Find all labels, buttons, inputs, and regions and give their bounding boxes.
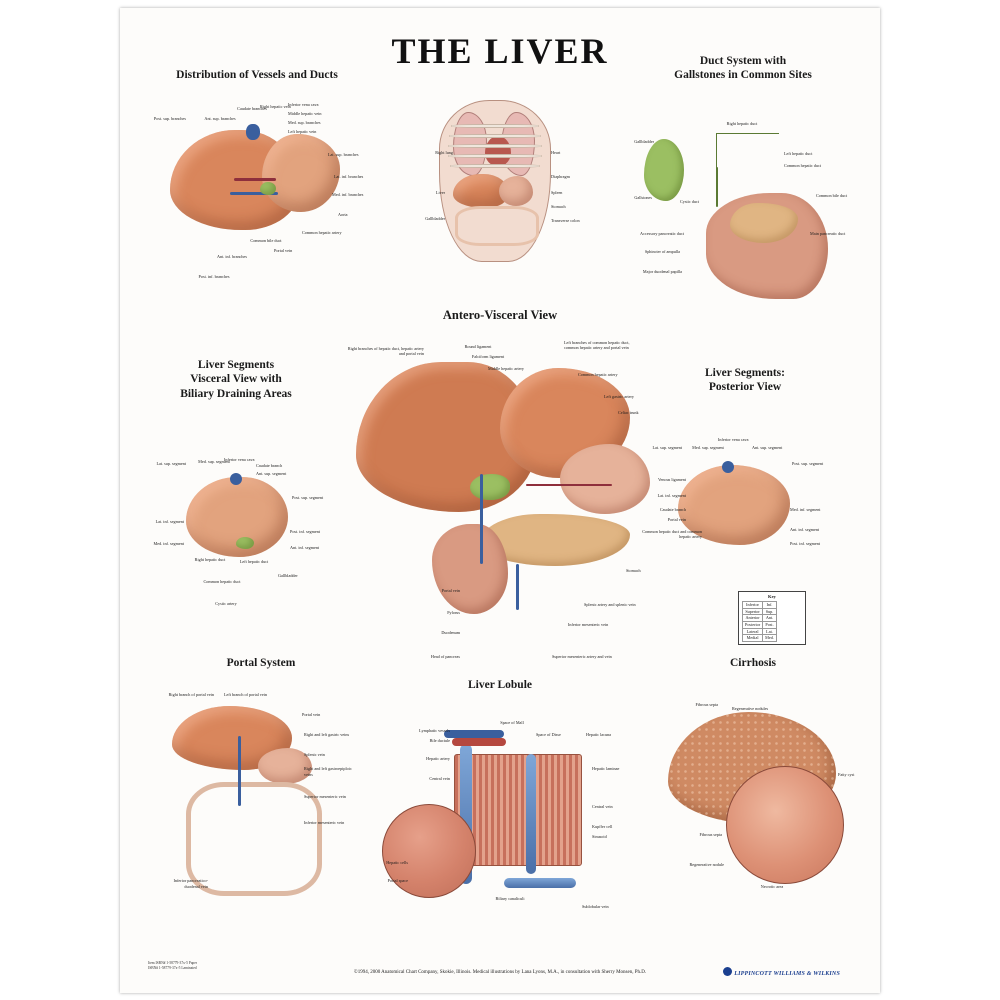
- label-lat-sup-branches: Lat. sup. branches: [328, 152, 359, 158]
- label-caudate-branch: Caudate branch: [659, 506, 686, 512]
- panel-title-segments-posterior: [640, 366, 850, 395]
- legend-cell: Inf.: [763, 601, 777, 608]
- label-cystic-duct: Cystic duct: [680, 198, 699, 204]
- portal-vein-shape: [238, 736, 241, 806]
- illustration-cirrhosis: [640, 670, 866, 910]
- label-inferior-vena-cava: Inferior vena cava: [288, 102, 319, 108]
- legend-cell: Med.: [763, 635, 777, 642]
- label-head-of-pancreas: Head of pancreas: [430, 653, 460, 659]
- panel-title-liver-lobule: Liver Lobule: [467, 679, 532, 691]
- biliary-tree-shape: [716, 133, 779, 168]
- label-left-hepatic-vein: Left hepatic vein: [288, 129, 317, 135]
- rib-shape: [449, 134, 541, 138]
- legend-cell: Ant.: [763, 615, 777, 622]
- hepatic-cells-inset: [382, 804, 476, 898]
- label-ant-sup-segment: Ant. sup. segment: [752, 444, 783, 450]
- label-med-sup-segment: Med. sup. segment: [692, 444, 724, 450]
- segments-visceral-title-line3: Biliary Draining Areas: [180, 387, 292, 400]
- legend-cell: Medial: [743, 635, 763, 642]
- label-med-inf-segment: Med. inf. segment: [790, 506, 821, 512]
- label-cystic-artery: Cystic artery: [215, 601, 237, 607]
- segments-posterior-title-line2: Posterior View: [708, 381, 782, 394]
- label-gallstones: Gallstones: [634, 194, 652, 200]
- label-ant-inf-segment: Ant. inf. segment: [790, 526, 820, 532]
- label-portal-space: Portal space: [387, 878, 408, 884]
- label-left-hepatic-duct: Left hepatic duct: [784, 150, 813, 156]
- label-right-branch-of-portal-vein: Right branch of portal vein: [168, 692, 214, 698]
- hepatic-artery-shape: [234, 178, 276, 181]
- label-lat-inf-branches: Lat. inf. branches: [334, 174, 364, 180]
- legend-cell: Inferior: [743, 601, 763, 608]
- label-gallbladder: Gallbladder: [278, 573, 298, 579]
- label-kupffer-cell: Kupffer cell: [592, 824, 613, 830]
- label-venous-ligament: Venous ligament: [657, 476, 686, 482]
- illustration-torso: [375, 78, 615, 293]
- panel-title-cirrhosis: Cirrhosis: [730, 657, 776, 669]
- label-common-hepatic-duct: Common hepatic duct: [203, 579, 241, 585]
- label-gastroepiploic-veins: Right and left gastroepiploic veins: [304, 766, 352, 777]
- sublobular-vein-shape: [504, 878, 576, 888]
- label-sinusoid: Sinusoid: [592, 834, 607, 840]
- label-inferior-mesenteric-vein: Inferior mesenteric vein: [304, 820, 345, 826]
- inferior-vena-cava-shape: [722, 461, 734, 473]
- label-fibrous-septa-top: Fibrous septa: [695, 702, 718, 708]
- catalog-number: Item ISBN# 1-58779-37x-5 Paper ISBN# 1-58779-37x-5 Laminated: [148, 961, 198, 971]
- illustration-vessels-and-ducts: [142, 82, 372, 297]
- panel-antero-visceral: [320, 308, 680, 659]
- legend-cell: Anterior: [743, 615, 763, 622]
- label-fibrous-septa: Fibrous septa: [699, 832, 722, 838]
- gallbladder-shape: [644, 139, 684, 201]
- label-caudate-branches: Caudate branches: [237, 106, 267, 112]
- page-title: THE LIVER: [391, 31, 609, 71]
- duct-system-title-line2: Gallstones in Common Sites: [674, 69, 812, 82]
- gallbladder-shape: [236, 537, 254, 549]
- label-superior-mesenteric-vein: Superior mesenteric vein: [304, 794, 346, 800]
- label-left-branches: Left branches of common hepatic duct, common hepatic artery and portal vein: [564, 339, 630, 350]
- label-caudate-branch: Caudate branch: [256, 463, 283, 469]
- label-post-inf-segment: Post. inf. segment: [290, 529, 321, 535]
- panel-title-antero-visceral: Antero-Visceral View: [442, 308, 558, 322]
- legend-table-body: [743, 601, 777, 641]
- panel-liver-lobule: [360, 678, 640, 918]
- stomach-shape: [560, 444, 650, 514]
- label-right-branches: Right branches of hepatic duct, hepatic artery and portal vein: [347, 345, 424, 356]
- hepatic-portal-vein-shape: [444, 730, 504, 738]
- panel-segments-posterior: [640, 366, 850, 641]
- label-heart: Heart: [551, 150, 561, 155]
- label-hepatic-artery: Hepatic artery: [426, 756, 450, 762]
- panel-portal-system: [146, 656, 376, 906]
- liver-left-lobe-shape: [262, 134, 340, 212]
- illustration-antero-visceral: [320, 324, 680, 664]
- label-superior-mesenteric-artery-and-vein: Superior mesenteric artery and vein: [552, 653, 612, 659]
- label-duodenum: Duodenum: [441, 629, 460, 635]
- label-med-sup-segment: Med. sup. segment: [198, 459, 230, 465]
- label-inferior-vena-cava: Inferior vena cava: [718, 436, 749, 442]
- label-lymphatic-vessels: Lymphatic vessels: [419, 728, 450, 734]
- segments-visceral-title-line2: Visceral View with: [190, 373, 282, 386]
- label-sublobular-vein: Sublobular vein: [582, 904, 609, 910]
- splenic-artery-shape: [526, 484, 612, 487]
- label-right-hepatic-vein: Right hepatic vein: [260, 104, 291, 110]
- legend-key-box: [738, 591, 806, 645]
- page-margin-left: [0, 0, 120, 1000]
- duodenum-shape: [432, 524, 508, 614]
- label-sphincter-of-ampulla: Sphincter of ampulla: [644, 248, 680, 254]
- label-ant-sup-segment: Ant. sup. segment: [256, 471, 287, 477]
- label-right-hepatic-duct: Right hepatic duct: [194, 557, 226, 563]
- page-margin-right: [880, 0, 1000, 1000]
- legend-cell: Superior: [743, 608, 763, 615]
- label-inferior-mesenteric-vein: Inferior mesenteric vein: [568, 621, 609, 627]
- gallbladder-shape: [470, 474, 510, 500]
- label-space-of-mall: Space of Mall: [500, 720, 524, 726]
- label-gallbladder: Gallbladder: [634, 138, 654, 144]
- label-lat-sup-segment: Lat. sup. segment: [156, 461, 186, 467]
- panel-title-vessels-and-ducts: Distribution of Vessels and Ducts: [176, 69, 338, 81]
- label-main-pancreatic-duct: Main pancreatic duct: [810, 230, 846, 236]
- label-stomach: Stomach: [551, 204, 566, 209]
- panel-cirrhosis: [640, 656, 866, 896]
- label-common-bile-duct: Common bile duct: [816, 192, 848, 198]
- label-post-sup-segment: Post. sup. segment: [292, 495, 324, 501]
- label-hepatic-lacuna: Hepatic lacuna: [586, 732, 611, 738]
- label-post-sup-segment: Post. sup. segment: [792, 460, 824, 466]
- label-lat-sup-segment: Lat. sup. segment: [652, 444, 682, 450]
- legend-row: [743, 635, 777, 642]
- panel-segments-visceral: [146, 358, 326, 608]
- label-middle-hepatic-artery: Middle hepatic artery: [487, 365, 525, 371]
- label-accessory-pancreatic-duct: Accessory pancreatic duct: [640, 230, 684, 236]
- common-bile-duct-shape: [716, 167, 718, 207]
- illustration-segments-posterior: [640, 395, 850, 655]
- label-gallbladder: Gallbladder: [425, 216, 445, 221]
- legend-row: [743, 621, 777, 628]
- rib-shape: [450, 164, 540, 168]
- label-med-sup-branches: Med. sup. branches: [288, 120, 321, 126]
- superior-mesenteric-vein-shape: [516, 564, 519, 610]
- label-round-ligament: Round ligament: [464, 343, 492, 349]
- legend-cell: Sup.: [763, 608, 777, 615]
- panel-torso-overview: [375, 78, 615, 293]
- segments-posterior-title-line1: Liver Segments:: [705, 367, 785, 379]
- publisher-logo: [723, 967, 840, 977]
- label-ant-inf-segment: Ant. inf. segment: [290, 545, 320, 551]
- legend-row: [743, 615, 777, 622]
- legend-table: [742, 601, 777, 642]
- label-fatty-cyst: Fatty cyst: [838, 772, 855, 778]
- label-regenerative-nodules: Regenerative nodules: [732, 706, 769, 712]
- transverse-colon-shape: [455, 206, 539, 246]
- label-necrotic-area: Necrotic area: [760, 884, 784, 890]
- label-celiac-trunk: Celiac trunk: [618, 409, 639, 415]
- legend-title: Key: [768, 593, 776, 599]
- label-portal-vein: Portal vein: [667, 516, 686, 522]
- stomach-shape: [499, 176, 533, 206]
- panel-duct-system: [620, 54, 866, 284]
- panel-vessels-and-ducts: [142, 68, 372, 283]
- label-central-vein: Central vein: [429, 776, 450, 782]
- label-inferior-pancreaticoduodenal-vein: Inferior pancreatico-duodenal vein: [173, 878, 208, 889]
- label-aorta: Aorta: [338, 212, 348, 218]
- label-common-hepatic-artery: Common hepatic artery: [578, 371, 618, 377]
- label-gastric-veins: Right and left gastric veins: [304, 732, 350, 738]
- label-med-inf-branches: Med. inf. branches: [332, 192, 364, 198]
- label-portal-vein: Portal vein: [274, 248, 293, 254]
- label-common-bile-duct: Common bile duct: [250, 238, 282, 244]
- label-right-lung: Right lung: [435, 150, 453, 155]
- cirrhosis-microscopy-inset: [726, 766, 844, 884]
- legend-row: [743, 601, 777, 608]
- label-hepatic-cells: Hepatic cells: [386, 860, 408, 866]
- legend-cell: Post.: [763, 621, 777, 628]
- label-inferior-vena-cava: Inferior vena cava: [224, 457, 255, 463]
- label-lat-inf-segment: Lat. inf. segment: [657, 492, 686, 498]
- label-common-hepatic-artery: Common hepatic artery: [302, 230, 342, 236]
- illustration-portal-system: [146, 670, 376, 920]
- legend-row: [743, 608, 777, 615]
- rib-shape: [448, 144, 542, 148]
- label-liver: Liver: [435, 190, 445, 195]
- label-space-of-disse: Space of Disse: [536, 732, 561, 738]
- label-left-hepatic-duct: Left hepatic duct: [239, 559, 269, 565]
- legend-cell: Lat.: [763, 628, 777, 635]
- hepatic-artery-shape: [452, 738, 506, 746]
- label-central-vein-2: Central vein: [592, 804, 613, 810]
- illustration-duct-system: [620, 83, 866, 313]
- central-vein-2-shape: [526, 754, 536, 874]
- label-common-hepatic-duct: Common hepatic duct: [784, 162, 821, 168]
- label-transverse-colon: Transverse colon: [551, 218, 580, 223]
- panel-title-portal-system: Portal System: [226, 657, 296, 669]
- label-post-inf-branches: Post. inf. branches: [198, 274, 230, 280]
- duct-system-title-line1: Duct System with: [699, 55, 787, 67]
- copyright-line: ©1994, 2000 Anatomical Chart Company, Skokie, Illinois. Medical illustrations by Lana Lyons, M.A., in consultation with Sherry Monsen, Ph.D.: [353, 970, 647, 975]
- label-stomach: Stomach: [626, 567, 641, 573]
- label-ant-sup-branches: Ant. sup. branches: [204, 116, 236, 122]
- publisher-mark-icon: [723, 967, 732, 976]
- label-portal-vein: Portal vein: [302, 712, 321, 718]
- panel-title-segments-visceral: [146, 358, 326, 401]
- label-hepatic-laminae: Hepatic laminae: [592, 766, 620, 772]
- label-diaphragm: Diaphragm: [551, 174, 570, 179]
- label-left-branch-of-portal-vein: Left branch of portal vein: [224, 692, 268, 698]
- segments-visceral-title-line1: Liver Segments: [197, 359, 275, 371]
- label-ant-inf-branches: Ant. inf. branches: [216, 254, 248, 260]
- label-med-inf-segment: Med. inf. segment: [153, 541, 184, 547]
- label-post-inf-segment: Post. inf. segment: [790, 540, 821, 546]
- label-falciform-ligament: Falciform ligament: [471, 353, 505, 359]
- panel-title-duct-system: [620, 54, 866, 83]
- label-splenic-vein: Splenic vein: [304, 752, 325, 758]
- label-biliary-canaliculi: Biliary canaliculi: [495, 896, 525, 902]
- heart-shape: [485, 136, 511, 166]
- inferior-vena-cava-shape: [246, 124, 260, 140]
- rib-shape: [448, 154, 542, 158]
- label-bile-ductule: Bile ductule: [429, 738, 450, 744]
- label-left-gastric-artery: Left gastric artery: [604, 393, 634, 399]
- label-spleen: Spleen: [551, 190, 563, 195]
- label-splenic-artery-and-vein: Splenic artery and splenic vein: [584, 601, 636, 607]
- rib-shape: [451, 124, 539, 128]
- legend-cell: Posterior: [743, 621, 763, 628]
- label-middle-hepatic-vein: Middle hepatic vein: [288, 111, 322, 117]
- label-right-hepatic-duct: Right hepatic duct: [726, 120, 758, 126]
- label-post-sup-branches: Post. sup. branches: [153, 116, 186, 122]
- portal-vein-shape: [480, 474, 483, 564]
- label-major-duodenal-papilla: Major duodenal papilla: [642, 268, 682, 274]
- label-common-hepatic-duct-and-artery: Common hepatic duct and common hepatic artery: [642, 528, 702, 539]
- legend-row: [743, 628, 777, 635]
- illustration-liver-lobule: [360, 692, 640, 932]
- label-pylorus: Pylorus: [447, 609, 460, 615]
- label-portal-vein: Portal vein: [441, 587, 460, 593]
- label-lat-inf-segment: Lat. inf. segment: [155, 519, 184, 525]
- anatomical-poster: [120, 8, 880, 993]
- publisher-name: LIPPINCOTT WILLIAMS & WILKINS: [734, 971, 840, 977]
- illustration-segments-visceral: [146, 401, 326, 651]
- legend-cell: Lateral: [743, 628, 763, 635]
- label-regenerative-nodule: Regenerative nodule: [689, 862, 724, 868]
